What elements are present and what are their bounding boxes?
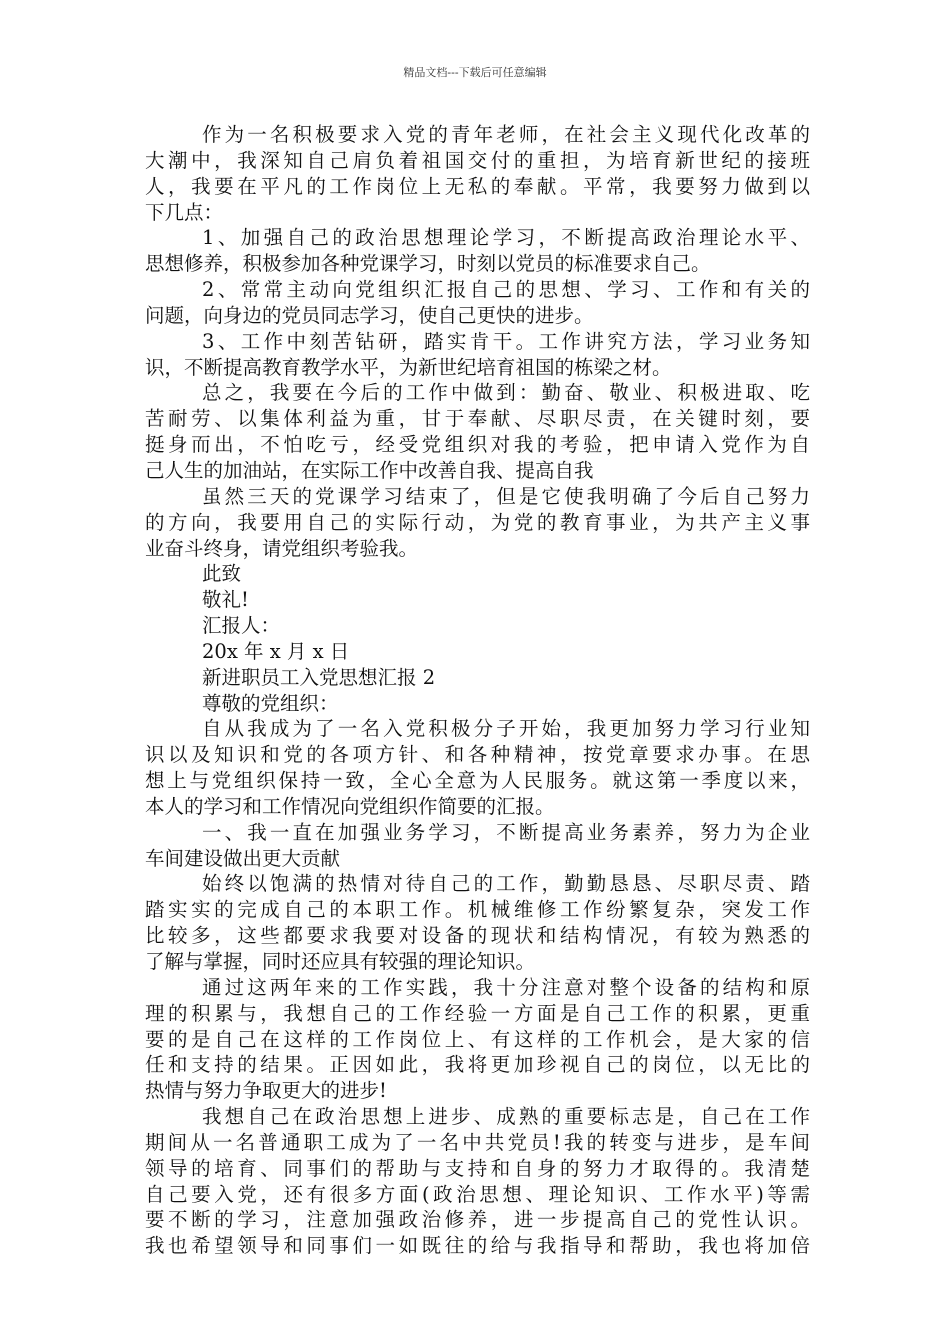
text-line: 自从我成为了一名入党积极分子开始，我更加努力学习行业知 — [202, 717, 810, 741]
text-line: 作为一名积极要求入党的青年老师，在社会主义现代化改革的 — [202, 123, 810, 146]
text-line: 新进职员工入党思想汇报 2 — [202, 665, 436, 689]
text-line: 业奋斗终身，请党组织考验我。 — [145, 536, 419, 560]
text-line: 下几点： — [145, 200, 224, 224]
text-line: 总之，我要在今后的工作中做到：勤奋、敬业、积极进取、吃 — [202, 381, 810, 405]
text-line: 人，我要在平凡的工作岗位上无私的奉献。平常，我要努力做到以 — [145, 174, 810, 198]
text-line: 通过这两年来的工作实践，我十分注意对整个设备的结构和原 — [202, 975, 810, 999]
text-line: 想上与党组织保持一致，全心全意为人民服务。就这第一季度以来， — [145, 769, 810, 793]
text-line: 思想修养，积极参加各种党课学习，时刻以党员的标准要求自己。 — [145, 252, 711, 276]
page-header: 精品文档---下载后可任意编辑 — [403, 66, 547, 79]
text-line: 虽然三天的党课学习结束了，但是它使我明确了今后自己努力 — [202, 484, 810, 508]
text-line: 2、常常主动向党组织汇报自己的思想、学习、工作和有关的 — [202, 278, 810, 302]
text-line: 识以及知识和党的各项方针、和各种精神，按党章要求办事。在思 — [145, 743, 810, 767]
text-line: 3、工作中刻苦钻研，踏实肯干。工作讲究方法，学习业务知 — [202, 329, 810, 353]
text-line: 汇报人： — [202, 614, 281, 638]
text-line: 比较多，这些都要求我要对设备的现状和结构情况，有较为熟悉的 — [145, 924, 810, 948]
text-line: 的方向，我要用自己的实际行动，为党的教育事业，为共产主义事 — [145, 510, 810, 534]
text-line: 20x 年 x 月 x 日 — [202, 639, 350, 663]
text-line: 己人生的加油站，在实际工作中改善自我、提高自我 — [145, 458, 594, 482]
text-line: 要的是自己在这样的工作岗位上、有这样的工作机会，是大家的信 — [145, 1027, 810, 1051]
text-line: 始终以饱满的热情对待自己的工作，勤勤恳恳、尽职尽责、踏 — [202, 872, 810, 896]
text-line: 热情与努力争取更大的进步! — [145, 1079, 387, 1103]
text-line: 挺身而出，不怕吃亏，经受党组织对我的考验，把申请入党作为自 — [145, 433, 810, 457]
text-line: 期间从一名普通职工成为了一名中共党员!我的转变与进步，是车间 — [145, 1130, 810, 1154]
text-line: 任和支持的结果。正因如此，我将更加珍视自己的岗位，以无比的 — [145, 1053, 810, 1077]
text-line: 此致 — [202, 562, 242, 586]
text-line: 识，不断提高教育教学水平，为新世纪培育祖国的栋梁之材。 — [145, 355, 672, 379]
text-line: 理的积累与，我想自己的工作经验一方面是自己工作的积累，更重 — [145, 1001, 810, 1025]
text-line: 车间建设做出更大贡献 — [145, 846, 341, 870]
text-line: 问题，向身边的党员同志学习，使自己更快的进步。 — [145, 303, 594, 327]
text-line: 苦耐劳、以集体利益为重，甘于奉献、尽职尽责，在关键时刻，要 — [145, 407, 810, 431]
text-line: 1、加强自己的政治思想理论学习，不断提高政治理论水平、 — [202, 226, 810, 250]
text-line: 了解与掌握，同时还应具有较强的理论知识。 — [145, 950, 536, 973]
document-body — [145, 122, 810, 1259]
text-line: 踏实实的完成自己的本职工作。机械维修工作纷繁复杂，突发工作 — [145, 898, 810, 922]
text-line: 我想自己在政治思想上进步、成熟的重要标志是，自己在工作 — [202, 1105, 810, 1129]
text-line: 尊敬的党组织： — [202, 691, 339, 715]
text-line: 我也希望领导和同事们一如既往的给与我指导和帮助，我也将加倍 — [145, 1234, 810, 1258]
text-line: 敬礼! — [202, 588, 249, 612]
text-line: 领导的培育、同事们的帮助与支持和自身的努力才取得的。我清楚 — [145, 1156, 810, 1180]
text-line: 一、我一直在加强业务学习，不断提高业务素养，努力为企业 — [202, 820, 810, 844]
text-line: 大潮中，我深知自己肩负着祖国交付的重担，为培育新世纪的接班 — [145, 148, 810, 172]
text-line: 要不断的学习，注意加强政治修养，进一步提高自己的党性认识。 — [145, 1208, 810, 1232]
text-line: 本人的学习和工作情况向党组织作简要的汇报。 — [145, 794, 555, 818]
text-line: 自己要入党，还有很多方面(政治思想、理论知识、工作水平)等需 — [145, 1182, 810, 1206]
